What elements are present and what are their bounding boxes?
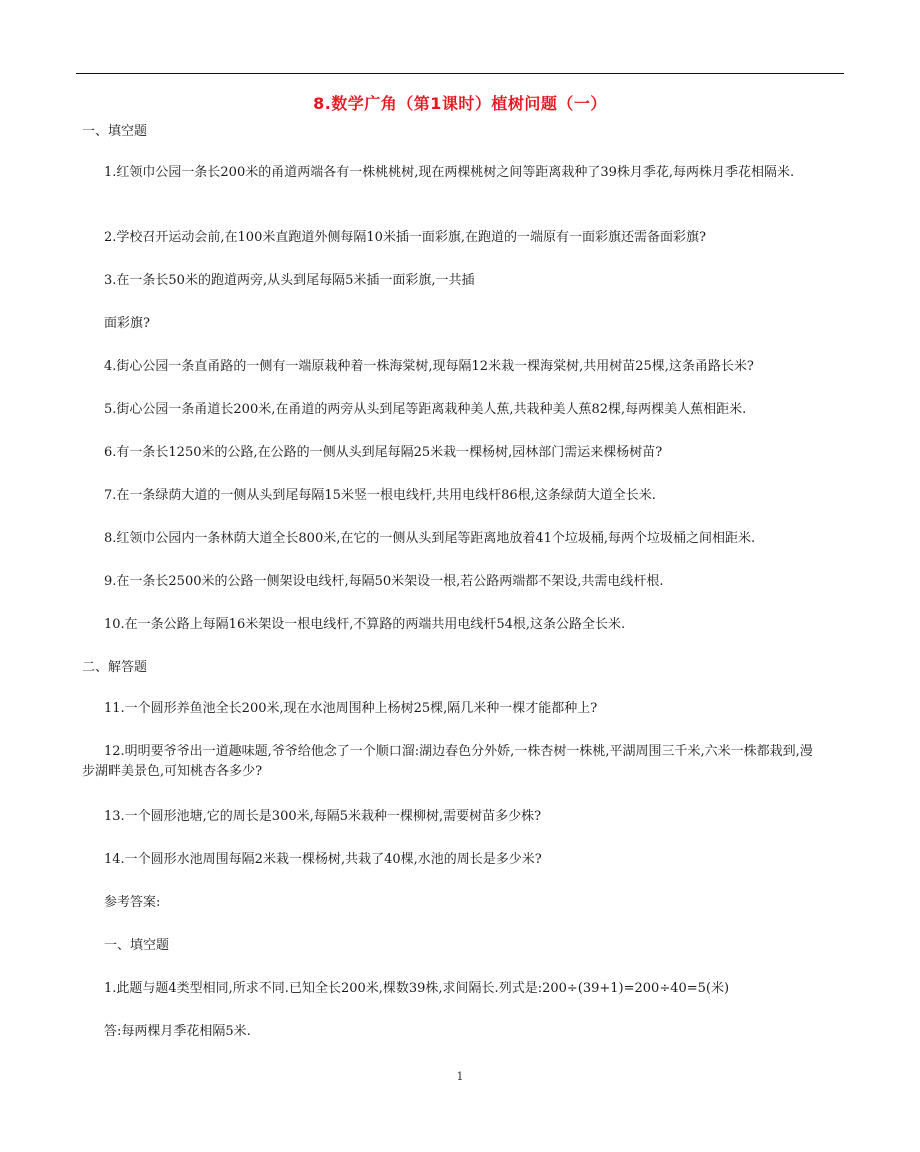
question-10: 10.在一条公路上每隔16米架设一根电线杆,不算路的两端共用电线杆54根,这条公路全长米. [104, 617, 626, 632]
page-number: 1 [456, 1070, 464, 1083]
question-11: 11.一个圆形养鱼池全长200米,现在水池周围种上杨树25棵,隔几米种一棵才能都种上? [104, 701, 598, 716]
question-7: 7.在一条绿荫大道的一侧从头到尾每隔15米竖一根电线杆,共用电线杆86根,这条绿荫大道全长米. [104, 488, 656, 503]
section-heading-fill-in: 一、填空题 [82, 124, 148, 139]
answer-1: 1.此题与题4类型相同,所求不同.已知全长200米,棵数39株,求间隔长.列式是:200÷(39+1)=200÷40=5(米) [104, 981, 730, 996]
question-3-line-2: 面彩旗? [104, 316, 150, 331]
answer-1-conclusion: 答:每两棵月季花相隔5米. [104, 1024, 251, 1039]
question-8: 8.红领巾公园内一条林荫大道全长800米,在它的一侧从头到尾等距离地放着41个垃圾桶,每两个垃圾桶之间相距米. [104, 531, 756, 546]
question-6: 6.有一条长1250米的公路,在公路的一侧从头到尾每隔25米栽一棵杨树,园林部门需运来棵杨树苗? [104, 445, 663, 460]
question-3-line-1: 3.在一条长50米的跑道两旁,从头到尾每隔5米插一面彩旗,一共插 [104, 273, 475, 288]
answers-heading: 参考答案: [104, 895, 161, 910]
answers-section-heading: 一、填空题 [104, 938, 170, 953]
question-13: 13.一个圆形池塘,它的周长是300米,每隔5米栽种一棵柳树,需要树苗多少株? [104, 809, 542, 824]
page-title: 8.数学广角（第1课时）植树问题（一） [313, 94, 607, 113]
question-1: 1.红领巾公园一条长200米的甬道两端各有一株桃桃树,现在两棵桃树之间等距离栽种了39株月季花,每两株月季花相隔米. [104, 165, 795, 180]
question-2: 2.学校召开运动会前,在100米直跑道外侧每隔10米插一面彩旗,在跑道的一端原有一面彩旗还需备面彩旗? [104, 230, 706, 245]
question-9: 9.在一条长2500米的公路一侧架设电线杆,每隔50米架设一根,若公路两端都不架设,共需电线杆根. [104, 574, 664, 589]
header-rule [76, 73, 844, 74]
section-heading-solve: 二、解答题 [82, 660, 148, 675]
question-5: 5.街心公园一条甬道长200米,在甬道的两旁从头到尾等距离栽种美人蕉,共栽种美人蕉82棵,每两棵美人蕉相距米. [104, 402, 747, 417]
question-14: 14.一个圆形水池周围每隔2米栽一棵杨树,共栽了40棵,水池的周长是多少米? [104, 852, 542, 867]
question-4: 4.街心公园一条直甬路的一侧有一端原栽种着一株海棠树,现每隔12米栽一棵海棠树,共用树苗25棵,这条甬路长米? [104, 359, 754, 374]
question-12: 12.明明要爷爷出一道趣味题,爷爷给他念了一个顺口溜:湖边春色分外娇,一株杏树一株桃,平湖周围三千米,六米一株都栽到,漫步湖畔美景色,可知桃杏各多少? [82, 744, 813, 779]
